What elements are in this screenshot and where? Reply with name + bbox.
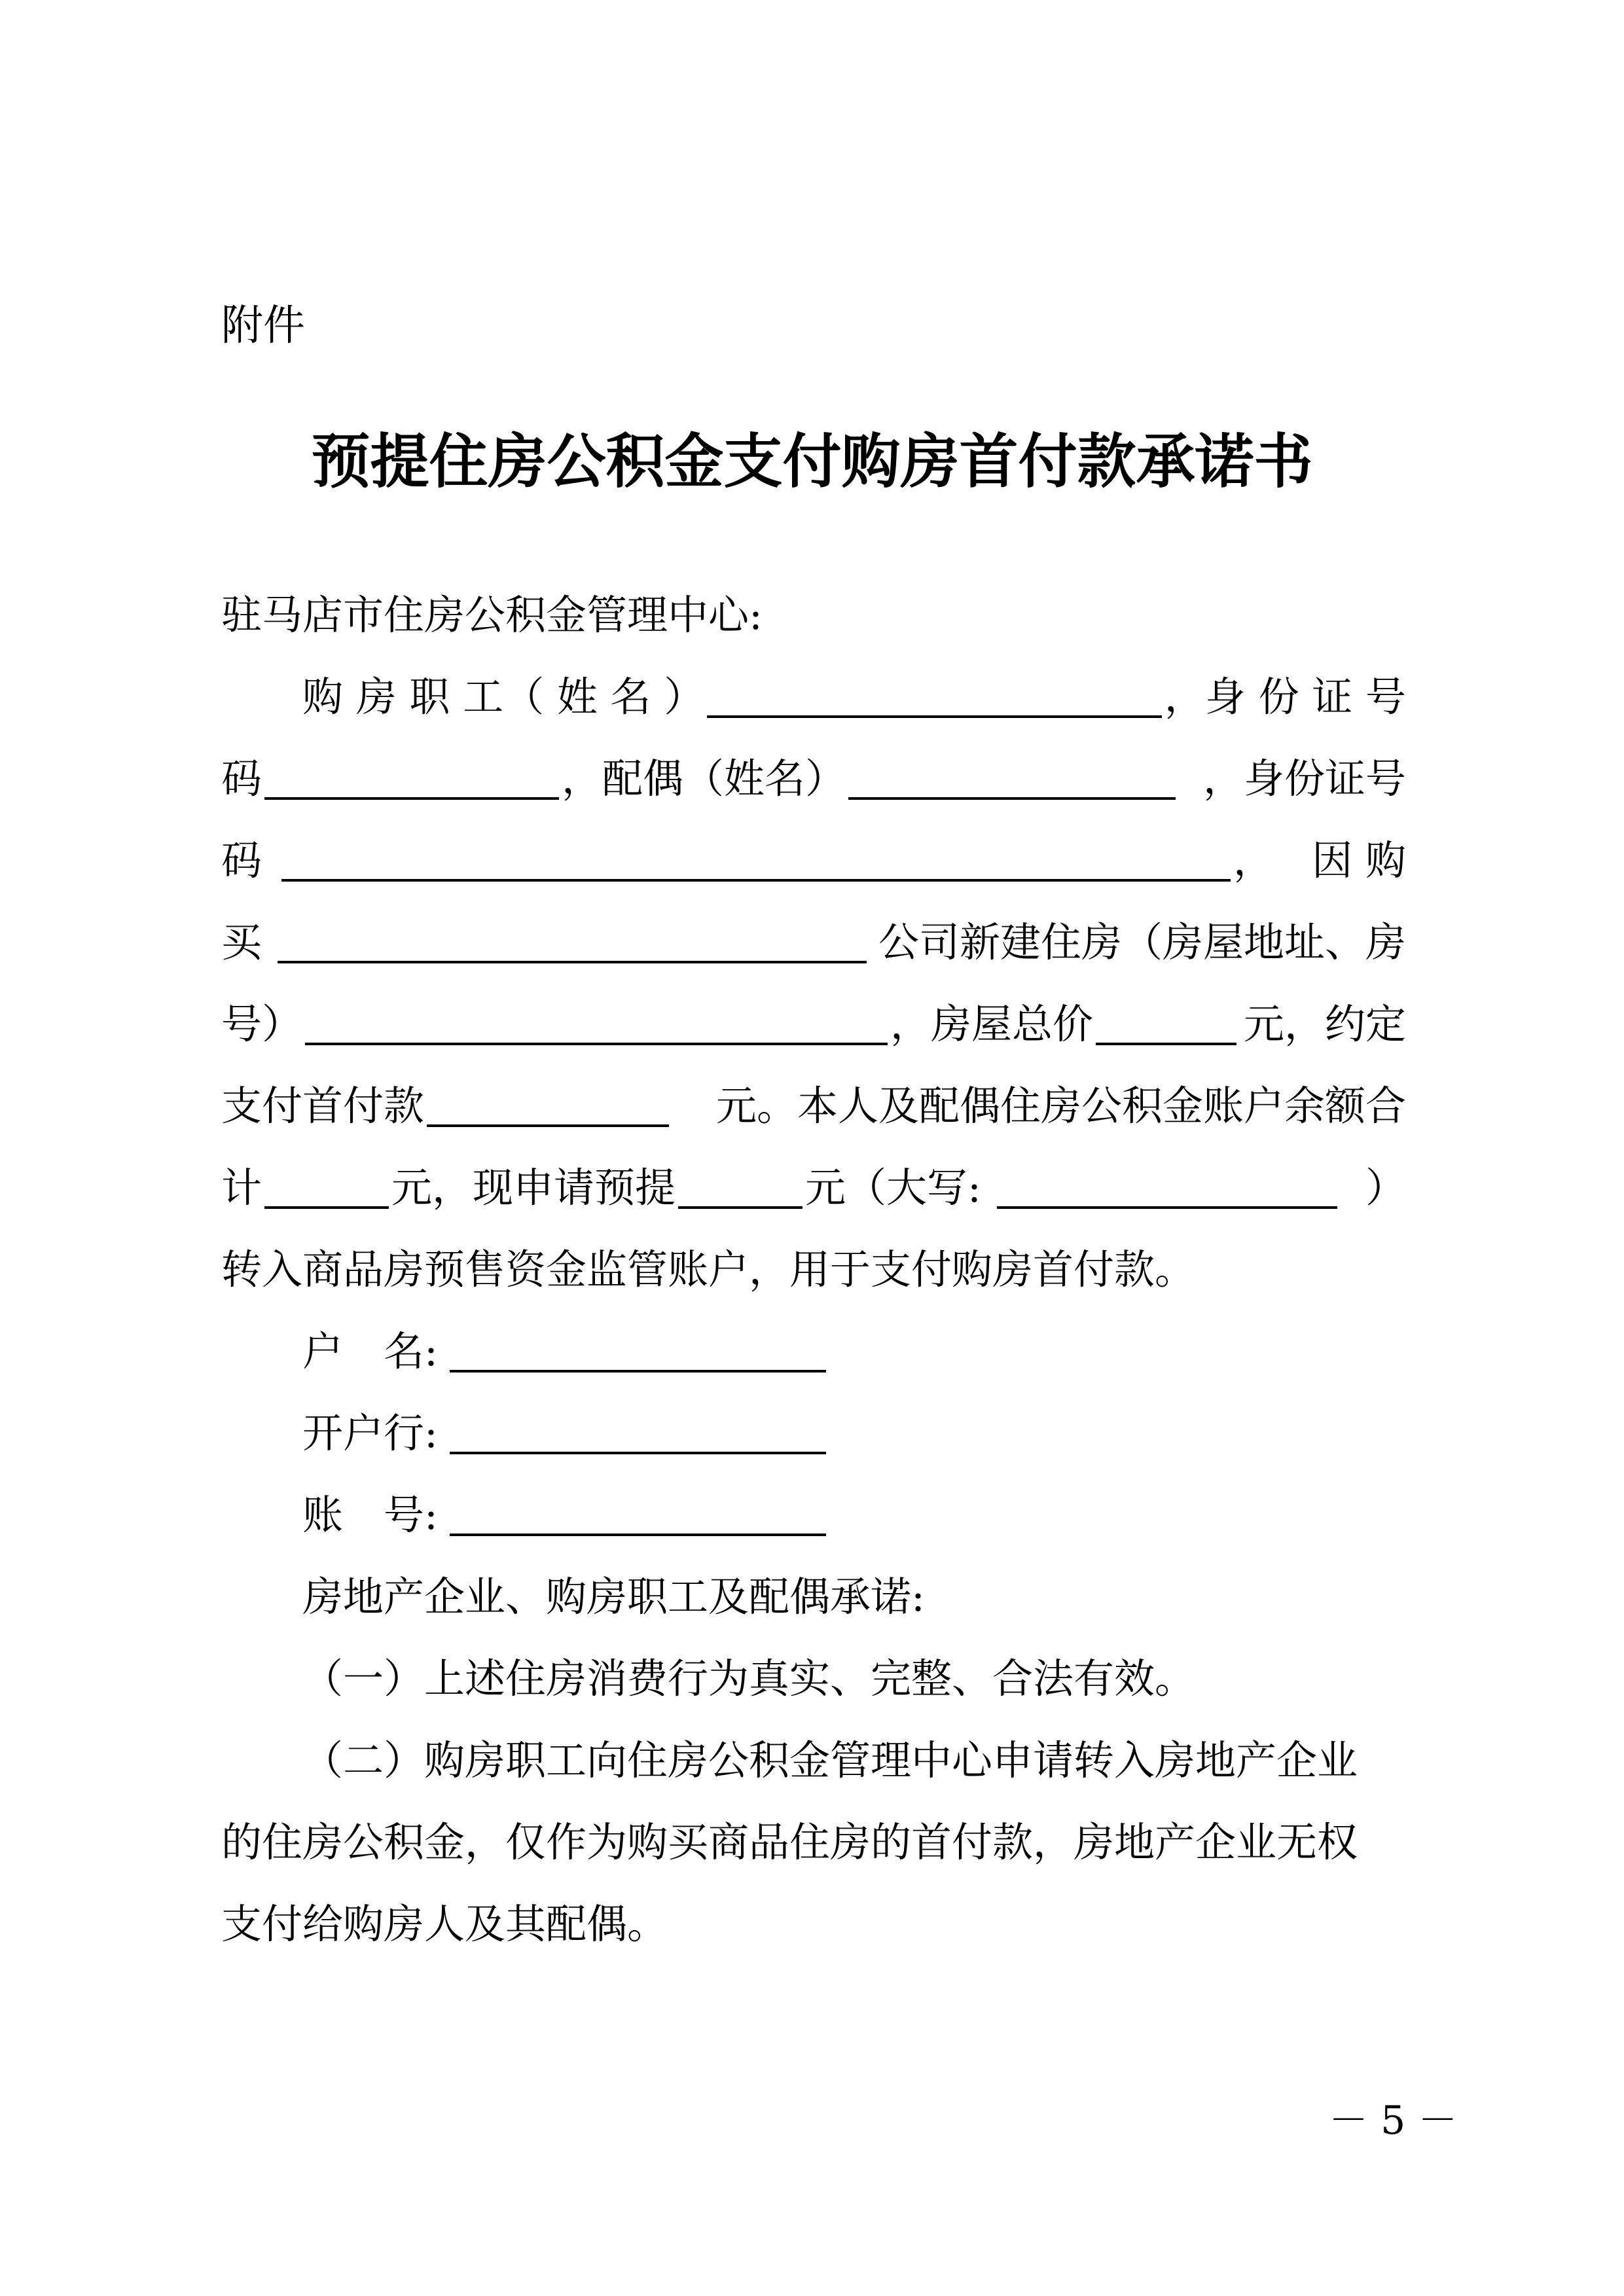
account-name-row (302, 1322, 1406, 1381)
para1-line3 (221, 831, 1406, 890)
developer-name-blank[interactable] (278, 922, 867, 963)
page-title: 预提住房公积金支付购房首付款承诺书 (311, 427, 1313, 496)
para1-line7 (221, 1158, 1406, 1217)
para1-line2 (221, 749, 1406, 808)
applicant-name-blank[interactable] (707, 676, 1162, 718)
promise-2-line1 (302, 1731, 1406, 1790)
house-no-text: 号） (221, 1000, 303, 1048)
promise-intro-text: 房地产企业、购房职工及配偶承诺: (302, 1573, 925, 1621)
para1-line8 (221, 1240, 1406, 1299)
down-payment-blank[interactable] (427, 1085, 669, 1127)
apply-text: 元，现申请预提 (391, 1164, 676, 1211)
bank-row (302, 1404, 1406, 1463)
purchase-text: 因 购 (1312, 836, 1406, 884)
close-paren: ） (1365, 1164, 1406, 1211)
account-name-label: 户 名: (302, 1327, 438, 1375)
account-no-row (302, 1486, 1406, 1545)
promise-2-text-2: 的住房公积金，仅作为购买商品住房的首付款，房地产企业无权 (221, 1818, 1358, 1866)
total-price-blank[interactable] (1096, 1003, 1236, 1045)
account-name-blank[interactable] (450, 1331, 826, 1372)
capital-label: 元（大写: (805, 1164, 981, 1211)
attachment-label: 附件 (221, 302, 305, 350)
spouse-name-label: ，配偶（姓名） (562, 755, 846, 802)
addressee-text: 驻马店市住房公积金管理中心: (221, 591, 763, 639)
buy-text: 买 (221, 918, 262, 966)
balance-total-blank[interactable] (264, 1167, 389, 1209)
house-address-blank[interactable] (305, 1003, 888, 1045)
comma: ， (1164, 673, 1205, 721)
new-house-text: 公司新建住房（房屋地址、房 (878, 918, 1406, 966)
addressee (221, 586, 1406, 645)
spouse-id-label-cont: 码 (221, 836, 262, 884)
spouse-id-label: ，身份证号 (1202, 755, 1406, 802)
id-number-label: 身 份 证 号 (1204, 673, 1406, 721)
agreed-text: 元，约定 (1243, 1000, 1406, 1048)
account-no-blank[interactable] (450, 1494, 826, 1536)
total-label: 计 (221, 1164, 262, 1211)
account-no-label: 账 号: (302, 1491, 438, 1539)
comma: ， (1233, 836, 1274, 884)
promise-1 (302, 1649, 1406, 1708)
transfer-text: 转入商品房预售资金监管账户，用于支付购房首付款。 (221, 1246, 1196, 1293)
id-label-cont: 码 (221, 755, 262, 802)
promise-2-line2 (221, 1813, 1406, 1872)
para1-line6 (221, 1077, 1406, 1136)
page-number: － 5 － (1329, 2098, 1458, 2144)
spouse-id-blank[interactable] (281, 840, 1231, 882)
applicant-id-blank[interactable] (264, 758, 559, 800)
applicant-name-label: 购 房 职 工（ 姓 名 ） (302, 673, 705, 721)
balance-text: 元。本人及配偶住房公积金账户余额合 (715, 1082, 1406, 1130)
spouse-name-blank[interactable] (848, 758, 1176, 800)
para1-line1 (302, 668, 1406, 726)
promise-2-text-3: 支付给购房人及其配偶。 (221, 1900, 668, 1948)
withdraw-amount-blank[interactable] (678, 1167, 803, 1209)
capital-amount-blank[interactable] (997, 1167, 1337, 1209)
promise-1-text: （一）上述住房消费行为真实、完整、合法有效。 (302, 1655, 1196, 1702)
promise-2-line3 (221, 1895, 1406, 1954)
down-payment-label: 支付首付款 (221, 1082, 425, 1130)
bank-blank[interactable] (450, 1412, 826, 1454)
promise-2-text-1: （二）购房职工向住房公积金管理中心申请转入房地产企业 (302, 1736, 1358, 1784)
para1-line5 (221, 995, 1406, 1054)
promise-intro (302, 1568, 1406, 1626)
bank-label: 开户行: (302, 1409, 438, 1457)
para1-line4 (221, 913, 1406, 972)
total-price-label: ，房屋总价 (890, 1000, 1094, 1048)
